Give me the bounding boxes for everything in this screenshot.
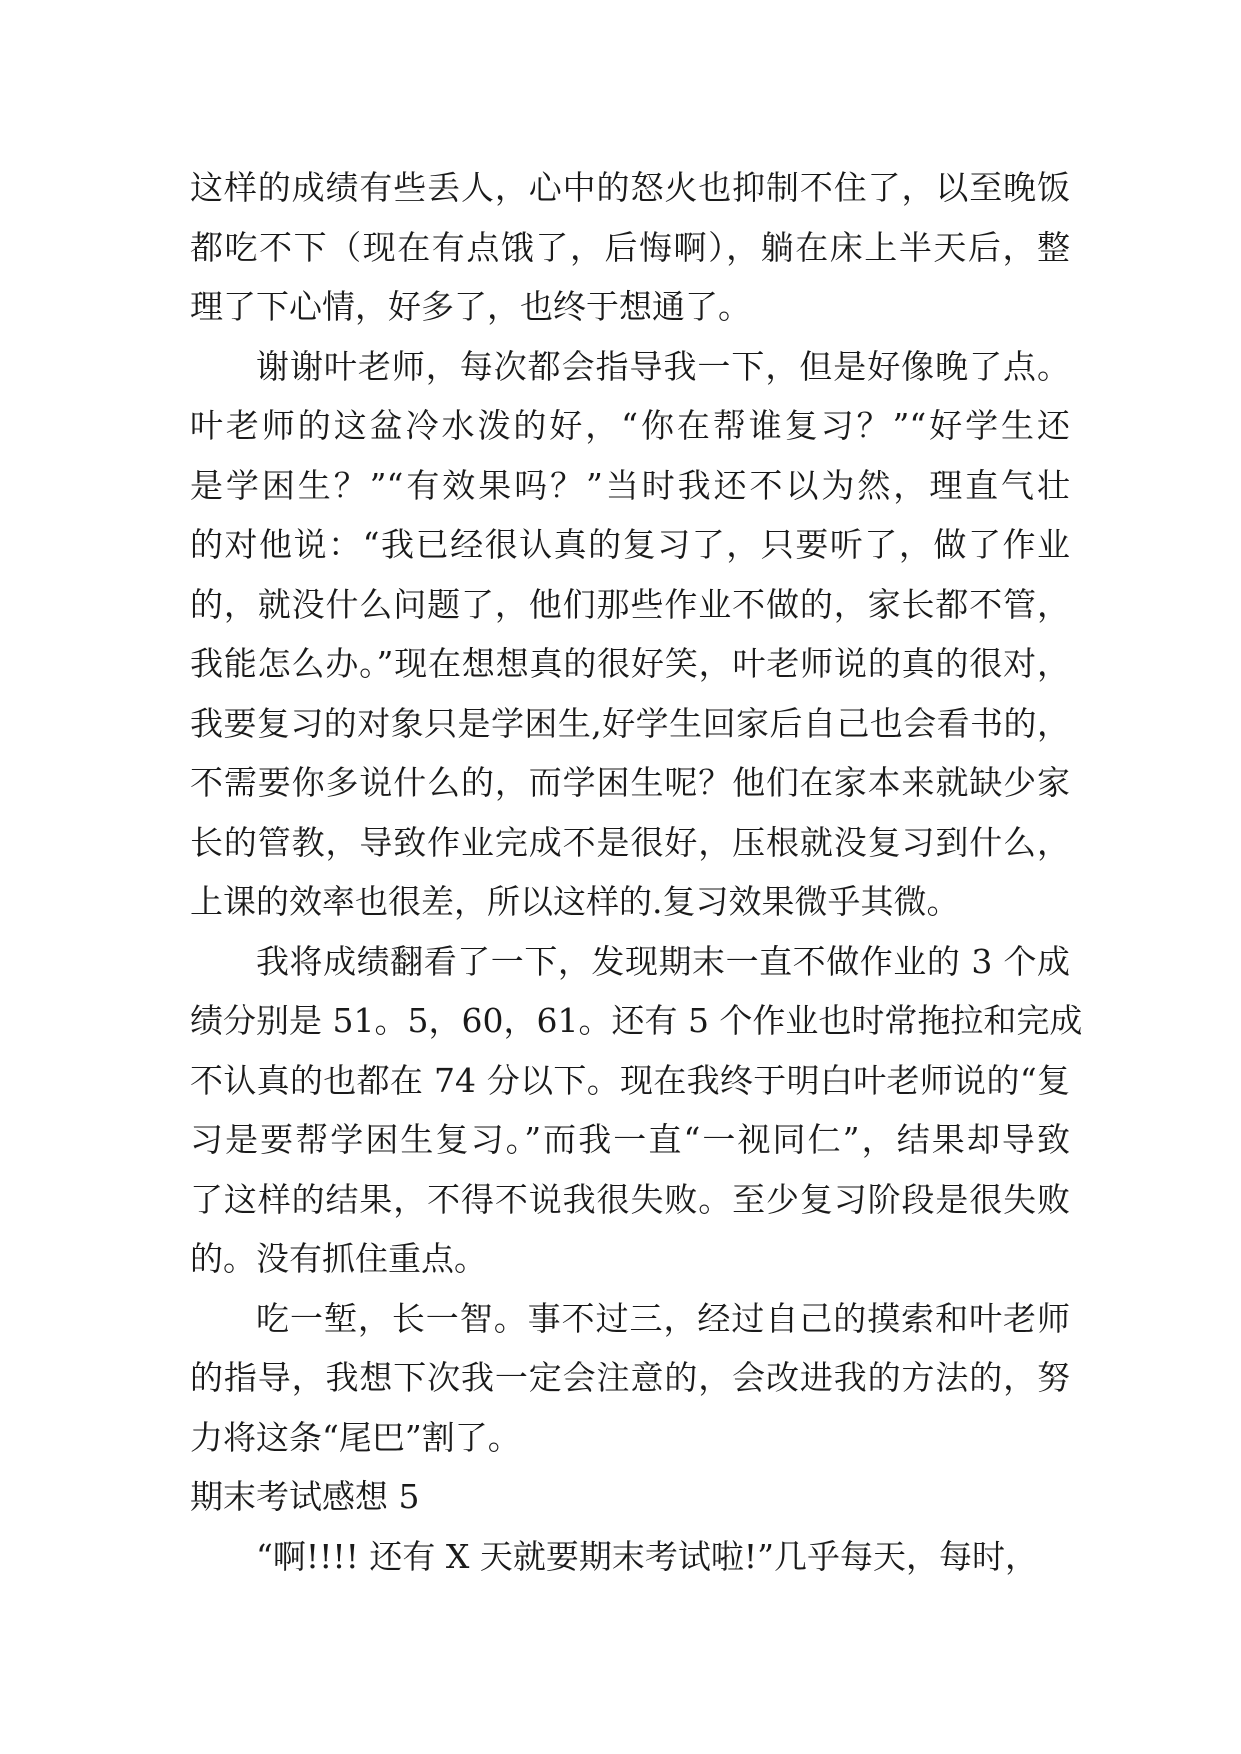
text-line: 长的管教，导致作业完成不是很好，压根就没复习到什么， — [190, 822, 1070, 862]
text-line: 习是要帮学困生复习。”而我一直“一视同仁”，结果却导致 — [190, 1120, 1070, 1159]
text-line: 谢谢叶老师，每次都会指导我一下，但是好像晚了点。 — [256, 346, 1070, 386]
text-line: 都吃不下（现在有点饿了，后悔啊），躺在床上半天后，整 — [190, 227, 1070, 267]
text-line: 的，就没什么问题了，他们那些作业不做的，家长都不管， — [190, 584, 1070, 624]
text-line: 我将成绩翻看了一下，发现期末一直不做作业的 3 个成 — [256, 941, 1070, 981]
document-body — [190, 158, 1083, 1586]
section-heading: 期末考试感想 5 — [190, 1477, 420, 1516]
text-line: 绩分别是 51。5，60，61。还有 5 个作业也时常拖拉和完成 — [190, 1001, 1083, 1040]
text-line: 叶老师的这盆冷水泼的好，“你在帮谁复习？”“好学生还 — [190, 406, 1070, 445]
text-line: 这样的成绩有些丢人，心中的怒火也抑制不住了，以至晚饭 — [190, 168, 1070, 207]
text-line: 的指导，我想下次我一定会注意的，会改进我的方法的，努 — [190, 1358, 1070, 1397]
text-line: 不需要你多说什么的，而学困生呢？他们在家本来就缺少家 — [190, 763, 1070, 802]
text-line: 上课的效率也很差，所以这样的.复习效果微乎其微。 — [190, 882, 960, 921]
text-line: “啊!!!! 还有 X 天就要期末考试啦!”几乎每天，每时， — [256, 1536, 1039, 1576]
text-line: 不认真的也都在 74 分以下。现在我终于明白叶老师说的“复 — [190, 1060, 1070, 1100]
text-line: 我能怎么办。”现在想想真的很好笑，叶老师说的真的很对， — [190, 644, 1070, 683]
text-line: 力将这条“尾巴”割了。 — [190, 1417, 521, 1457]
text-line: 的对他说：“我已经很认真的复习了，只要听了，做了作业 — [190, 525, 1070, 564]
text-line: 是学困生？”“有效果吗？”当时我还不以为然，理直气壮 — [190, 465, 1070, 505]
text-line: 的。没有抓住重点。 — [190, 1239, 487, 1278]
text-line: 理了下心情，好多了，也终于想通了。 — [190, 287, 751, 326]
text-line: 我要复习的对象只是学困生,好学生回家后自己也会看书的， — [190, 703, 1070, 743]
text-line: 了这样的结果，不得不说我很失败。至少复习阶段是很失败 — [190, 1179, 1070, 1219]
text-line: 吃一堑，长一智。事不过三，经过自己的摸索和叶老师 — [256, 1298, 1070, 1338]
